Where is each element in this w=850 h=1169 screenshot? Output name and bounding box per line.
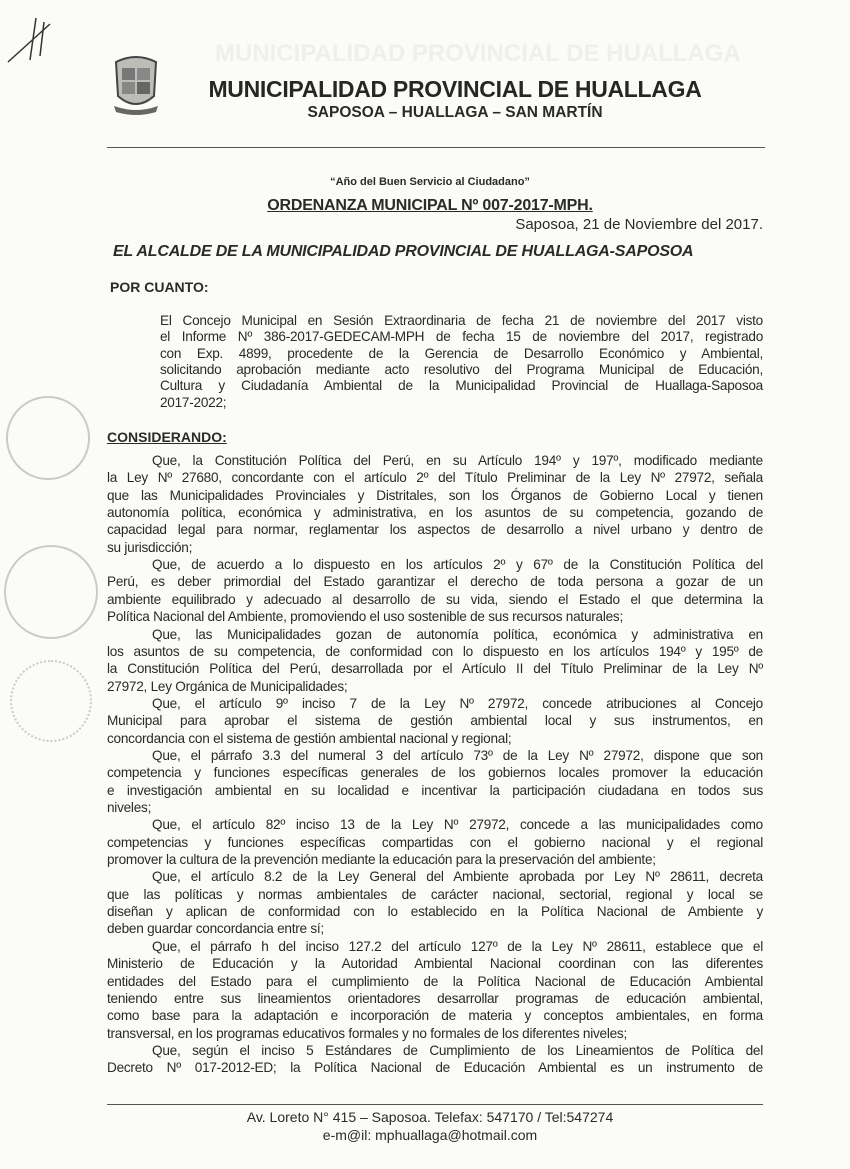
text-line: Que, de acuerdo a lo dispuesto en los artículos 2º y 67º de la Constitución Política del <box>152 557 763 573</box>
official-seal-3 <box>10 660 92 742</box>
document-date: Saposoa, 21 de Noviembre del 2017. <box>515 216 763 233</box>
text-line: su jurisdicción; <box>107 539 193 555</box>
considerando-heading: CONSIDERANDO: <box>107 429 227 445</box>
text-line: ambiente equilibrado y adecuado al desarrollo de su vida, siendo el Estado el que determina la <box>107 591 763 607</box>
footer-divider <box>107 1104 763 1105</box>
text-line: solicitando aprobación mediante acto resolutivo del Programa Municipal de Educación, <box>160 361 763 377</box>
text-line: Que, el párrafo 3.3 del numeral 3 del artículo 73º de la Ley Nº 27972, dispone que son <box>152 747 763 763</box>
text-line: Que, el artículo 8.2 de la Ley General del Ambiente aprobada por Ley Nº 28611, decreta <box>152 869 763 885</box>
text-line: Ministerio de Educación y la Autoridad Ambiental Nacional coordinan con las diferentes <box>107 956 763 972</box>
institution-location: SAPOSOA – HUALLAGA – SAN MARTÍN <box>307 104 603 121</box>
text-line: deben guardar concordancia entre sí; <box>107 921 324 937</box>
text-line: los asuntos de su competencia, de conformidad con lo dispuesto en los artículos 194º y 195º de <box>107 643 763 659</box>
municipal-coat-of-arms-logo <box>112 54 160 116</box>
text-line: Cultura y Ciudadanía Ambiental de la Municipalidad Provincial de Huallaga-Saposoa <box>160 378 763 394</box>
text-line: la Constitución Política del Perú, desarrollada por el Artículo II del Título Preliminar de la Ley Nº <box>107 661 763 677</box>
text-line: competencias y funciones específicas compartidas con el gobierno nacional y el regional <box>107 834 763 850</box>
text-line: diseñan y aplican de conformidad con lo establecido en la Política Nacional de Ambiente y <box>107 904 763 920</box>
text-line: entidades del Estado para el cumplimiento de la Política Nacional de Educación Ambiental <box>107 973 763 989</box>
text-line: el Informe Nº 386-2017-GEDECAM-MPH de fecha 15 de noviembre del 2017, registrado <box>160 329 763 345</box>
text-line: 27972, Ley Orgánica de Municipalidades; <box>107 678 348 694</box>
por-cuanto-heading: POR CUANTO: <box>110 279 209 295</box>
year-motto: “Año del Buen Servicio al Ciudadano” <box>330 176 530 188</box>
text-line: Decreto Nº 017-2012-ED; la Política Nacional de Educación Ambiental es un instrumento de <box>107 1060 763 1076</box>
text-line: que las políticas y normas ambientales de carácter nacional, sectorial, regional y local se <box>107 886 763 902</box>
text-line: Política Nacional del Ambiente, promoviendo el uso sostenible de sus recursos naturales; <box>107 609 624 625</box>
footer-email: e-m@il: mphuallaga@hotmail.com <box>322 1127 538 1143</box>
text-line: con Exp. 4899, procedente de la Gerencia de Desarrollo Económico y Ambiental, <box>160 345 763 361</box>
text-line: Que, el párrafo h del inciso 127.2 del artículo 127º de la Ley Nº 28611, establece que el <box>152 938 763 954</box>
issuer-heading: EL ALCALDE DE LA MUNICIPALIDAD PROVINCIAL DE HUALLAGA-SAPOSOA <box>113 243 694 260</box>
text-line: autonomía política, económica y administrativa, en los asuntos de su competencia, gozando de <box>107 505 763 521</box>
text-line: 2017-2022; <box>160 394 227 410</box>
header-divider <box>107 147 765 148</box>
handwritten-mark <box>0 10 60 80</box>
text-line: Municipal para aprobar el sistema de gestión ambiental local y sus instrumentos, en <box>107 713 763 729</box>
institution-title: MUNICIPALIDAD PROVINCIAL DE HUALLAGA <box>208 76 702 102</box>
text-line: El Concejo Municipal en Sesión Extraordinaria de fecha 21 de noviembre del 2017 visto <box>160 313 763 328</box>
official-seal-gerencia <box>4 545 98 639</box>
text-line: capacidad legal para normar, reglamentar los aspectos de desarrollo a nivel urbano y dentro de <box>107 522 763 538</box>
text-line: transversal, en los programas educativos formales y no formales de los diferentes niveles; <box>107 1025 627 1041</box>
text-line: Que, la Constitución Política del Perú, en su Artículo 194º y 197º, modificado mediante <box>152 453 763 468</box>
bleed-through-title: MUNICIPALIDAD PROVINCIAL DE HUALLAGA <box>215 40 741 67</box>
text-line: Que, según el inciso 5 Estándares de Cumplimiento de los Lineamientos de Política del <box>152 1042 763 1058</box>
text-line: Perú, es deber primordial del Estado garantizar el derecho de toda persona a gozar de un <box>107 574 763 590</box>
text-line: Que, las Municipalidades gozan de autonomía política, económica y administrativa en <box>152 626 763 642</box>
text-line: la Ley Nº 27680, concordante con el artículo 2º del Título Preliminar de la Ley Nº 27972, señala <box>107 470 763 486</box>
text-line: competencia y funciones específicas generales de los gobiernos locales promover la educación <box>107 765 763 781</box>
text-line: niveles; <box>107 800 152 815</box>
text-line: que las Municipalidades Provinciales y Distritales, son los Órganos de Gobierno Local y tienen <box>107 487 763 503</box>
official-seal-1 <box>6 396 90 480</box>
ordinance-number: ORDENANZA MUNICIPAL Nº 007-2017-MPH. <box>267 197 593 214</box>
text-line: teniendo entre sus lineamientos orientadores desarrollar programas de educación ambiental, <box>107 990 763 1006</box>
text-line: como base para la adaptación e incorporación de materia y conceptos ambientales, en forma <box>107 1008 763 1024</box>
footer-address: Av. Loreto N° 415 – Saposoa. Telefax: 547170 / Tel:547274 <box>246 1109 614 1125</box>
text-line: Que, el artículo 82º inciso 13 de la Ley Nº 27972, concede a las municipalidades como <box>152 817 763 833</box>
text-line: concordancia con el sistema de gestión ambiental nacional y regional; <box>107 730 512 746</box>
text-line: Que, el artículo 9º inciso 7 de la Ley Nº 27972, concede atribuciones al Concejo <box>152 695 763 711</box>
text-line: promover la cultura de la prevención mediante la educación para la preservación del ambiente; <box>107 852 656 868</box>
text-line: e investigación ambiental en su localidad e incentivar la participación ciudadana en todos sus <box>107 782 763 798</box>
